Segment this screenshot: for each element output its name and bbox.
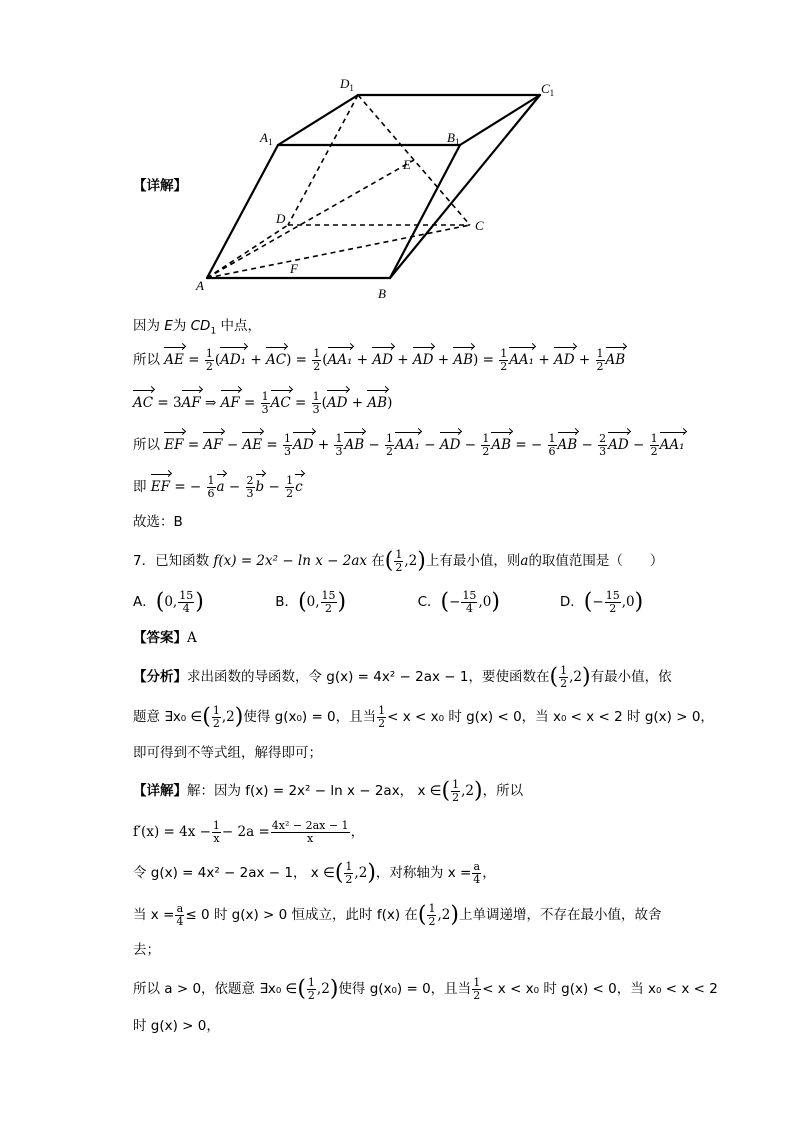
solution-line-1: 【详解】解：因为 f(x) = 2x² − ln x − 2ax， x ∈( $\frac{1}{2}$ ,2)，所以 xyxy=(133,778,524,804)
solution-line-5: 去； xyxy=(133,942,160,958)
label-D1: $D_1$ xyxy=(340,76,354,93)
parallelepiped-figure xyxy=(190,70,570,305)
option-d: D．(− $\frac{15}{2}$ ,0) xyxy=(559,589,644,615)
options-row xyxy=(133,590,698,615)
answer-line: 【答案】A xyxy=(133,630,197,646)
analysis-line-3: 即可得到不等式组，解得即可； xyxy=(133,745,322,761)
solution-line-7: 时 g(x) > 0， xyxy=(133,1018,220,1034)
solution-line-6: 所以 a > 0，依题意 ∃x₀ ∈( $\frac{1}{2}$ ,2)使得 g(x₀) = 0，且当 $\frac{1}{2}$ < x < x₀ 时 g(x) < 0，当 x₀ < x < 2 xyxy=(133,976,718,1002)
label-E: E xyxy=(403,157,411,172)
option-b: B．(0, $\frac{15}{2}$ ) xyxy=(275,589,347,615)
vector-AE-line: 所以 AE = $\frac{1}{2}$ (AD₁ + AC) = $\frac{1}{2}$ (AA₁ + AD + AD + AB) = $\frac{1}{2}$ AA₁ + AD + $\frac{1}{2}$ AB xyxy=(133,347,626,373)
label-C1: $C_1$ xyxy=(541,81,555,98)
vector-AF-line: AC = 3AF ⇒ AF = $\frac{1}{3}$ AC = $\frac{1}{3}$ (AD + AB) xyxy=(133,390,393,416)
midpoint-line: 因为 E为 $CD_1$ 中点， xyxy=(133,318,261,337)
label-B1: $B_1$ xyxy=(447,130,460,147)
solution-line-2: f′(x) = 4x − $\frac{1}{x}$ − 2a = $\frac{\text{4x² − 2ax − 1}}{x}$ ， xyxy=(133,819,365,845)
label-C: C xyxy=(475,218,484,233)
detail-tag: 【详解】 xyxy=(133,178,187,194)
label-A1: $A_1$ xyxy=(260,130,273,147)
solution-line-3: 令 g(x) = 4x² − 2ax − 1， x ∈( $\frac{1}{2}$ ,2)，对称轴为 x = $\frac{a}{4}$ ， xyxy=(133,860,496,886)
option-a: A．(0, $\frac{15}{4}$ ) xyxy=(133,589,204,615)
vector-result-line: 即 EF = − $\frac{1}{6}$ a − $\frac{2}{3}$ b − $\frac{1}{2}$ c xyxy=(133,474,303,500)
label-F: F xyxy=(290,261,298,276)
answer-choice-line: 故选：B xyxy=(133,514,183,530)
label-B: B xyxy=(378,286,386,301)
vector-EF-line: 所以 EF = AF − AE = $\frac{1}{3}$ AD + $\frac{1}{3}$ AB − $\frac{1}{2}$ AA₁ − AD − $\frac{1}{2}$ AB = − $\frac{1}{6}$ AB − $\frac{2}{3}$ AD − $\frac{1}{2}$ AA₁ xyxy=(133,432,685,458)
option-c: C．(− $\frac{15}{4}$ ,0) xyxy=(417,589,500,615)
label-D: D xyxy=(276,211,286,226)
label-A: A xyxy=(196,278,204,293)
analysis-line-2: 题意 ∃x₀ ∈( $\frac{1}{2}$ ,2)使得 g(x₀) = 0，且当 $\frac{1}{2}$ < x < x₀ 时 g(x) < 0，当 x₀ < x < 2 时 g(x) > 0， xyxy=(133,704,714,730)
question-7: 7．已知函数 f(x) = 2x² − ln x − 2ax 在( $\frac{1}{2}$ ,2)上有最小值，则a的取值范围是（ ） xyxy=(133,548,664,574)
solution-line-4: 当 x = $\frac{a}{4}$ ≤ 0 时 g(x) > 0 恒成立，此时 f(x) 在( $\frac{1}{2}$ ,2)上单调递增，不存在最小值，故舍 xyxy=(133,902,662,928)
analysis-line-1: 【分析】求出函数的导函数，令 g(x) = 4x² − 2ax − 1，要使函数在( $\frac{1}{2}$ ,2)有最小值，依 xyxy=(133,664,672,690)
